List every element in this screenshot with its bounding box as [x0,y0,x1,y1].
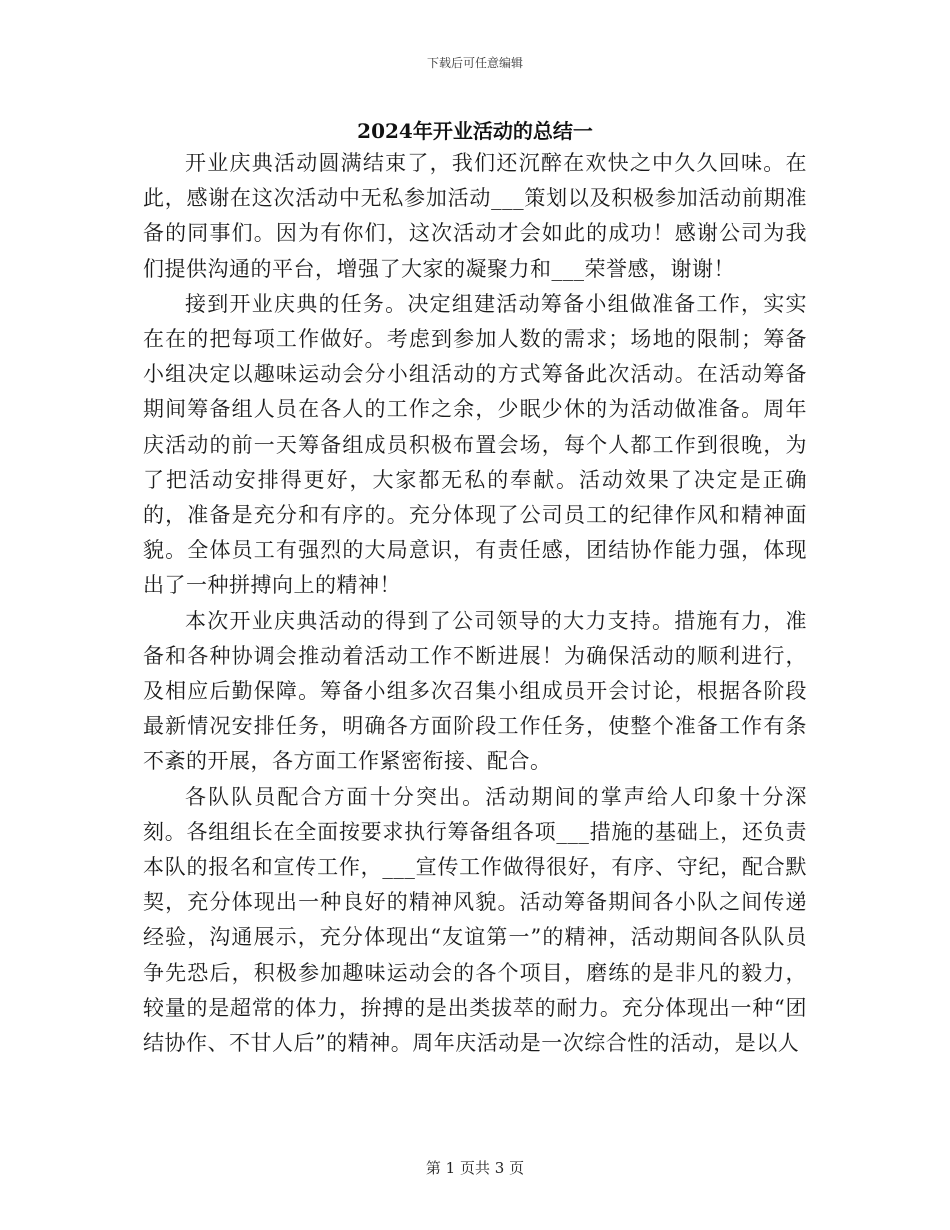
page-header-note: 下载后可任意编辑 [426,56,523,70]
paragraph-3: 本次开业庆典活动的得到了公司领导的大力支持。措施有力，准备和各种协调会推动着活动工作不断进展！为确保活动的顺利进行，及相应后勤保障。筹备小组多次召集小组成员开会讨论，根据各阶段最新情况安排任务，明确各方面阶段工作任务，使整个准备工作有条不紊的开展，各方面工作紧密衔接、配合。 [143,608,807,774]
document-title: 2024年开业活动的总结一 [357,119,593,143]
paragraph-1: 开业庆典活动圆满结束了，我们还沉醉在欢快之中久久回味。在此，感谢在这次活动中无私参加活动___策划以及积极参加活动前期准备的同事们。因为有你们，这次活动才会如此的成功！感谢公司为我们提供沟通的平台，增强了大家的凝聚力和___荣誉感，谢谢！ [143,151,807,281]
page-number: 第 1 页共 3 页 [425,1159,525,1177]
paragraph-4: 各队队员配合方面十分突出。活动期间的掌声给人印象十分深刻。各组组长在全面按要求执行筹备组各项___措施的基础上，还负责本队的报名和宣传工作，___宣传工作做得很好，有序、守纪，配合默契，充分体现出一种良好的精神风貌。活动筹备期间各小队之间传递经验，沟通展示，充分体现出“友谊第一”的精神，活动期间各队队员争先恐后，积极参加趣味运动会的各个项目，磨练的是非凡的毅力，较量的是超常的体力，拚搏的是出类拔萃的耐力。充分体现出一种“团结协作、不甘人后”的精神。周年庆活动是一次综合性的活动，是以人 [143,784,807,1056]
paragraph-2: 接到开业庆典的任务。决定组建活动筹备小组做准备工作，实实在在的把每项工作做好。考虑到参加人数的需求；场地的限制；筹备小组决定以趣味运动会分小组活动的方式筹备此次活动。在活动筹备期间筹备组人员在各人的工作之余，少眠少休的为活动做准备。周年庆活动的前一天筹备组成员积极布置会场，每个人都工作到很晚，为了把活动安排得更好，大家都无私的奉献。活动效果了决定是正确的，准备是充分和有序的。充分体现了公司员工的纪律作风和精神面貌。全体员工有强烈的大局意识，有责任感，团结协作能力强，体现出了一种拼搏向上的精神！ [143,291,807,598]
document-body [143,146,807,1061]
